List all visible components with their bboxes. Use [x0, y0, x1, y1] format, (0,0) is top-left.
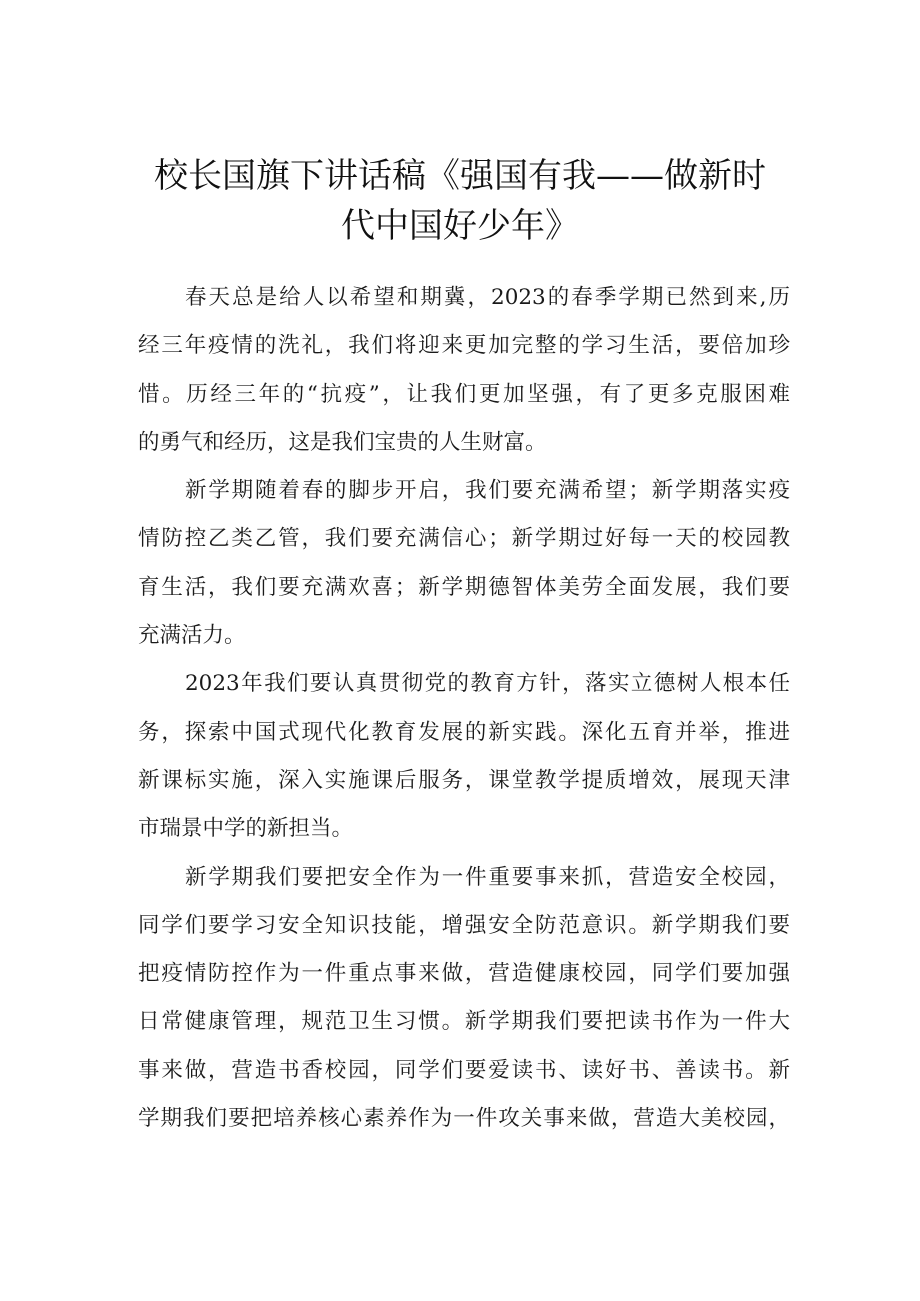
text-line: 新课标实施，深入实施课后服务，课堂教学提质增效，展现天津: [138, 767, 790, 793]
text-line: 新学期随着春的脚步开启，我们要充满希望；新学期落实疫: [185, 478, 790, 504]
text-line: 日常健康管理，规范卫生习惯。新学期我们要把读书作为一件大: [138, 1009, 790, 1035]
text-line: 把疫情防控作为一件重点事来做，营造健康校园，同学们要加强: [138, 961, 790, 987]
text-line: 市瑞景中学的新担当。: [138, 816, 354, 842]
title-line: 校长国旗下讲话稿《强国有我——做新时: [154, 155, 766, 196]
text-line: 同学们要学习安全知识技能，增强安全防范意识。新学期我们要: [138, 912, 790, 938]
paragraph-4: [138, 854, 790, 1144]
text-line: 春天总是给人以希望和期冀，2023的春季学期已然到来,历: [185, 285, 790, 310]
text-line: 新学期我们要把安全作为一件重要事来抓，营造安全校园，: [185, 864, 790, 890]
text-line: 情防控乙类乙管，我们要充满信心；新学期过好每一天的校园教: [138, 526, 790, 552]
text-line: 事来做，营造书香校园，同学们要爱读书、读好书、善读书。新: [138, 1057, 790, 1083]
text-line: 经三年疫情的洗礼，我们将迎来更加完整的学习生活，要倍加珍: [138, 333, 790, 359]
document-title: [130, 151, 790, 251]
paragraph-1: [138, 274, 790, 467]
text-line: 惜。历经三年的“抗疫”，让我们更加坚强，有了更多克服困难: [138, 381, 790, 407]
title-line: 代中国好少年》: [341, 205, 579, 246]
text-line: 学期我们要把培养核心素养作为一件攻关事来做，营造大美校园，: [138, 1106, 790, 1132]
text-line: 充满活力。: [138, 623, 246, 649]
text-line: 的勇气和经历，这是我们宝贵的人生财富。: [138, 429, 547, 455]
text-line: 务，探索中国式现代化教育发展的新实践。深化五育并举，推进: [138, 719, 790, 745]
paragraph-2: [138, 467, 790, 660]
document-body: [138, 274, 790, 1143]
paragraph-3: [138, 660, 790, 853]
text-line: 育生活，我们要充满欢喜；新学期德智体美劳全面发展，我们要: [138, 574, 790, 600]
text-line: 2023年我们要认真贯彻党的教育方针，落实立德树人根本任: [185, 671, 790, 697]
